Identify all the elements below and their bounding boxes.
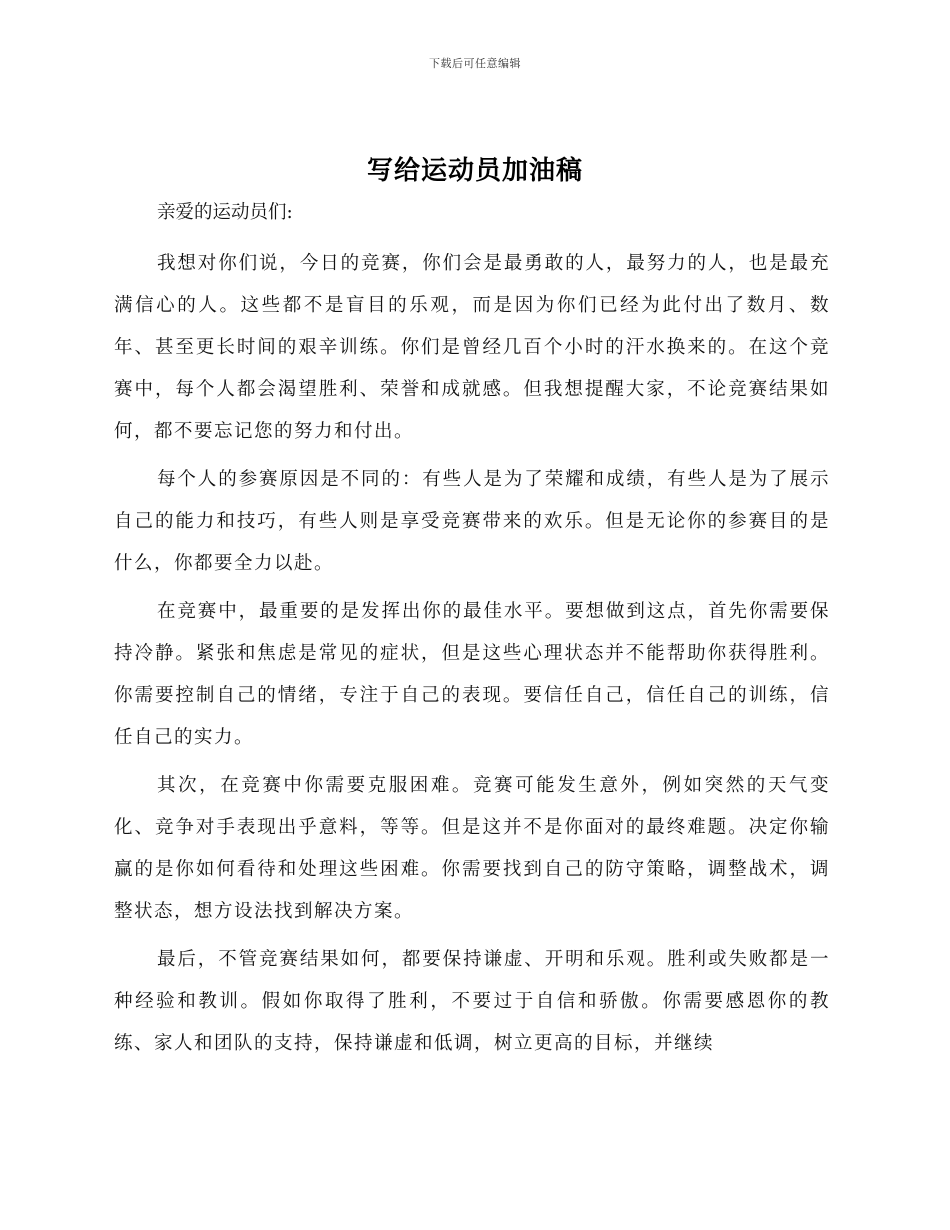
paragraph-3: 在竞赛中，最重要的是发挥出你的最佳水平。要想做到这点，首先你需要保持冷静。紧张和焦虑是常见的症状，但是这些心理状态并不能帮助你获得胜利。你需要控制自己的情绪，专注于自己的表现。要信任自己，信任自己的训练，信任自己的实力。 — [114, 601, 830, 748]
document-body — [114, 196, 830, 1071]
paragraph-5: 最后，不管竞赛结果如何，都要保持谦虚、开明和乐观。胜利或失败都是一种经验和教训。假如你取得了胜利，不要过于自信和骄傲。你需要感恩你的教练、家人和团队的支持，保持谦虚和低调，树立更高的目标，并继续 — [114, 949, 830, 1054]
paragraph-1: 我想对你们说，今日的竞赛，你们会是最勇敢的人，最努力的人，也是最充满信心的人。这些都不是盲目的乐观，而是因为你们已经为此付出了数月、数年、甚至更长时间的艰辛训练。你们是曾经几百个小时的汗水换来的。在这个竞赛中，每个人都会渴望胜利、荣誉和成就感。但我想提醒大家，不论竞赛结果如何，都不要忘记您的努力和付出。 — [114, 253, 830, 442]
document-title: 写给运动员加油稿 — [366, 156, 583, 186]
paragraph-2: 每个人的参赛原因是不同的：有些人是为了荣耀和成绩，有些人是为了展示自己的能力和技巧，有些人则是享受竞赛带来的欢乐。但是无论你的参赛目的是什么，你都要全力以赴。 — [114, 469, 830, 574]
salutation: 亲爱的运动员们: — [157, 202, 293, 223]
paragraph-4: 其次，在竞赛中你需要克服困难。竞赛可能发生意外，例如突然的天气变化、竞争对手表现出乎意料，等等。但是这并不是你面对的最终难题。决定你输赢的是你如何看待和处理这些困难。你需要找到自己的防守策略，调整战术，调整状态，想方设法找到解决方案。 — [114, 775, 830, 922]
header-note: 下载后可任意编辑 — [429, 57, 521, 70]
